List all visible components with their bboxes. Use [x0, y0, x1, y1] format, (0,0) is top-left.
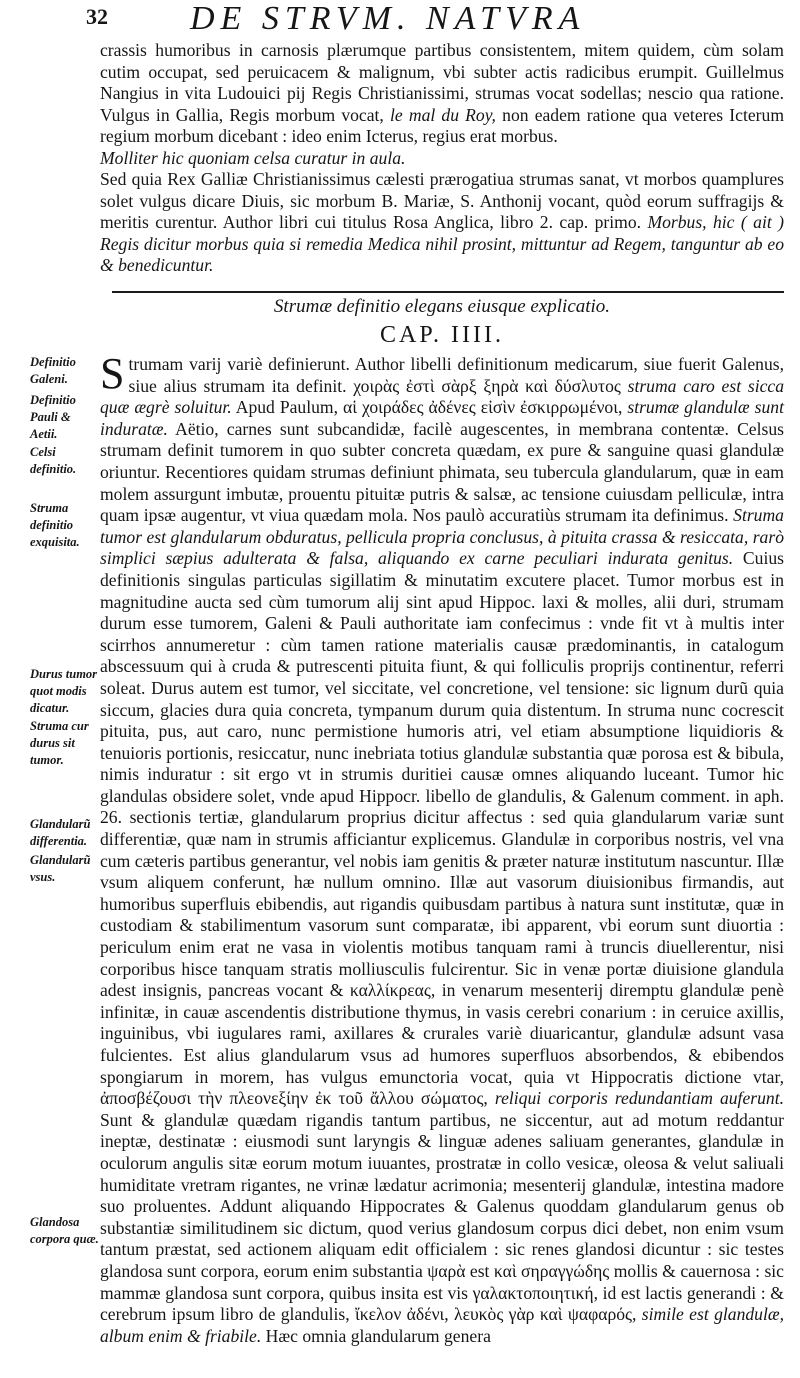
verse-line: Molliter hic quoniam celsa curatur in aula. — [100, 147, 406, 168]
drop-cap: S — [100, 349, 125, 398]
body-paragraph: Strumam varij variè definierunt. Author libelli definitionum medicarum, siue fuerit Galenus, siue alius strumam ita definit. χοιρὰς ἐστὶ σὰρξ ξηρὰ καὶ δύσλυτος struma caro est sicca quæ ægrè soluitur. Apud Paulum, αἱ χοιράδες ἀδένες εἰσὶν ἐσκιρρωμένοι, strumæ glandulæ sunt induratæ. Aëtio, carnes sunt subcandidæ, facilè augescentes, in membrana contentæ. Celsus strumam definit tumorem in quo subter concreta quædam, ex pure & sanguine quasi glandulæ oriuntur. Recentiores quidam strumas definiunt phimata, seu tubercula glandularum, quæ in eam molem assurgunt imbutæ, prouentu pituitæ putris & salsæ, ac tensione cuiusdam pelliculæ, intra quam ipsæ augentur, vt viua quædam mola. Nos paulò accuratiùs strumam ita definimus. Struma tumor est glandularum obduratus, pellicula propria conclusus, à pituita crassa & resiccata, rarò simplici sæpius adulterata & falsa, aliquando ex carne peculiari indurata genitus. Cuius definitionis singulas particulas sigillatim & minutatim excutere placet. Tumor morbus est in magnitudine aucta sed cùm tumorum alij sint apud Hippoc. laxi & molles, alii duri, strumam durum esse tumorem, Galeni & Pauli authoritate iam confecimus : vnde fit vt à multis inter scirrhos annumeretur : cùm tamen ratione materialis causæ prædominantis, in catalogum abscessuum qui à cruda & putrescenti pituita fiunt, & qui folliculis proprijs continentur, referri soleat. Durus autem est tumor, vel siccitate, vel concretione, vel tensione: sic lignum durũ quia siccum, glacies dura quia concreta, tympanum durum quia distentum. In struma nunc cocrescit pituita, pus, aut caro, nunc permistione humoris atri, vel etiam absumptione liquidioris & tenuioris portionis, resiccatur, nunc inebriata totius glandulæ substantia quæ porosa est & bibula, nimis induratur : sit ergo vt in strumis duritiei causæ omnes aliquando luceant. Tumor hic glandulas obsidere solet, vnde apud Hippocr. libello de glandulis, & Galenum comment. in aph. 26. sectionis tertiæ, glandularum proprius dicitur affectus : sed quia glandularum variæ sunt differentiæ, quæ nam in strumis afficiantur explicemus. Glandulæ in corporibus nostris, vel vna cum cæteris partibus generantur, vel nobis iam genitis & præter naturæ institutum nascuntur. Illæ vsum aliquem conferunt, hæ nullum omnino. Illæ aut vasorum diuisionibus firmandis, aut humoribus superfluis ebibendis, aut rigandis quibusdam partibus à natura sunt institutæ, quæ in custodiam & stabilimentum vasorum sunt comparatæ, ibi apparent, vbi eorum sunt diuortia : periculum enim erat ne vasa in violentis motibus tanquam rami à truncis diuellerentur, nisi corporibus hisce tanquam stratis molliusculis fulcirentur. Sic in venæ portæ diuisione glandula adest insignis, pancreas vocant & καλλίκρεας, in venarum mesenterij diremptu glandulæ penè infinitæ, in cauæ ascendentis distributione thymus, in vasis cerebri conarium : in ceruice axillis, inguinibus, vbi iugulares rami, axillares & crurales variè diuaricantur, glandulæ adsunt vasa fulcientes. Est alius glandularum vsus ad humores superfluos absorbendos, & ebibendos spongiarum in morem, has vulgus emunctoria vocat, quia vt Hippocratis dictione vtar, ἀποσβέζουσι τὴν πλεονεξίην ἐκ τοῦ ἄλλου σώματος, reliqui corporis redundantiam auferunt. Sunt & glandulæ quædam rigandis tantum partibus, ne siccentur, aut ad motum reddantur ineptæ, destinatæ : eiusmodi sunt laryngis & linguæ adenes saliuam generantes, glandulæ in oculorum angulis sitæ eorum motum iuuantes, prostratæ in collo vesicæ, oleosa & velut saliuali humiditate vretram rigantes, ne vrinæ lædatur acrimonia; mesenterij glandulæ, intestina madore suo proluentes. Addunt aliquando Hippocrates & Galenus quoddam glandularum genus ob substantiæ similitudinem sic dictum, quod verius glandosum corpus dici debet, non enim vsum tantum præstat, sed actionem aliquam edit officialem : sic renes glandosi dicuntur : sic testes glandosa sunt corpora, eorum enim substantia ψαρὰ est καὶ σηραγγώδης mollis & cauernosa : sic mammæ glandosa sunt corpora, quibus insita est vis γαλακτοποιητική, id est lactis generandi : & cerebrum ipsum libro de glandulis, ἴκελον ἀδένι, λευκὸς γὰρ καὶ ψαφαρός, simile est glandulæ, album enim & friabile. Hæc omnia glandularum genera — [100, 349, 784, 1346]
top-paragraph-1: crassis humoribus in carnosis plærumque partibus consistentem, mitem quidem, cùm solam cutim occupat, sed peruicacem & malignum, vbi subter actis radicibus erumpit. Guillelmus Nangius in vita Ludouici pij Regis Christianissimi, strumas vocat sodellas; nescio qua ratione. Vulgus in Gallia, Regis morbum vocat, le mal du Roy, non eadem ratione qua veteres Icterum regium morbum dicebant : ideo enim Icterus, regius erat morbus. — [100, 40, 785, 146]
marginal-note: Struma definitio exquisita. — [30, 501, 80, 549]
marginal-note: Glandosa corpora quæ. — [30, 1215, 99, 1246]
page-number: 32 — [86, 4, 108, 29]
marginal-note: Glandularũ differentia. — [30, 817, 91, 848]
chapter-title: Strumæ definitio elegans eiusque explicatio. — [273, 296, 611, 317]
running-head: DE STRVM. NATVRA — [190, 0, 586, 37]
marginal-note: Glandularũ vsus. — [30, 853, 91, 884]
marginal-note: Definitio Galeni. — [30, 355, 76, 386]
top-text-block — [100, 40, 784, 277]
marginal-note: Struma cur durus sit tumor. — [30, 719, 89, 767]
section-divider — [112, 291, 784, 293]
marginal-note: Definitio Pauli & Aetii. — [30, 393, 76, 441]
marginal-note: Celsi definitio. — [30, 445, 77, 476]
chapter-body — [100, 349, 784, 1347]
marginal-note: Durus tumor quot modis dicatur. — [30, 667, 98, 715]
top-paragraph-2: Sed quia Rex Galliæ Christianissimus cælesti prærogatiua strumas sanat, vt morbos quamplures solet vulgus dicare Diuis, sic morbum B. Mariæ, S. Anthonij vocant, quòd eorum suffragijs & meritis curentur. Author libri cui titulus Rosa Anglica, libro 2. cap. primo. Morbus, hic ( ait ) Regis dicitur morbus quia si remedia Medica nihil prosint, mittuntur ad Regem, tanguntur ab eo & benedicuntur. — [100, 169, 784, 275]
chapter-number: CAP. IIII. — [380, 322, 504, 348]
